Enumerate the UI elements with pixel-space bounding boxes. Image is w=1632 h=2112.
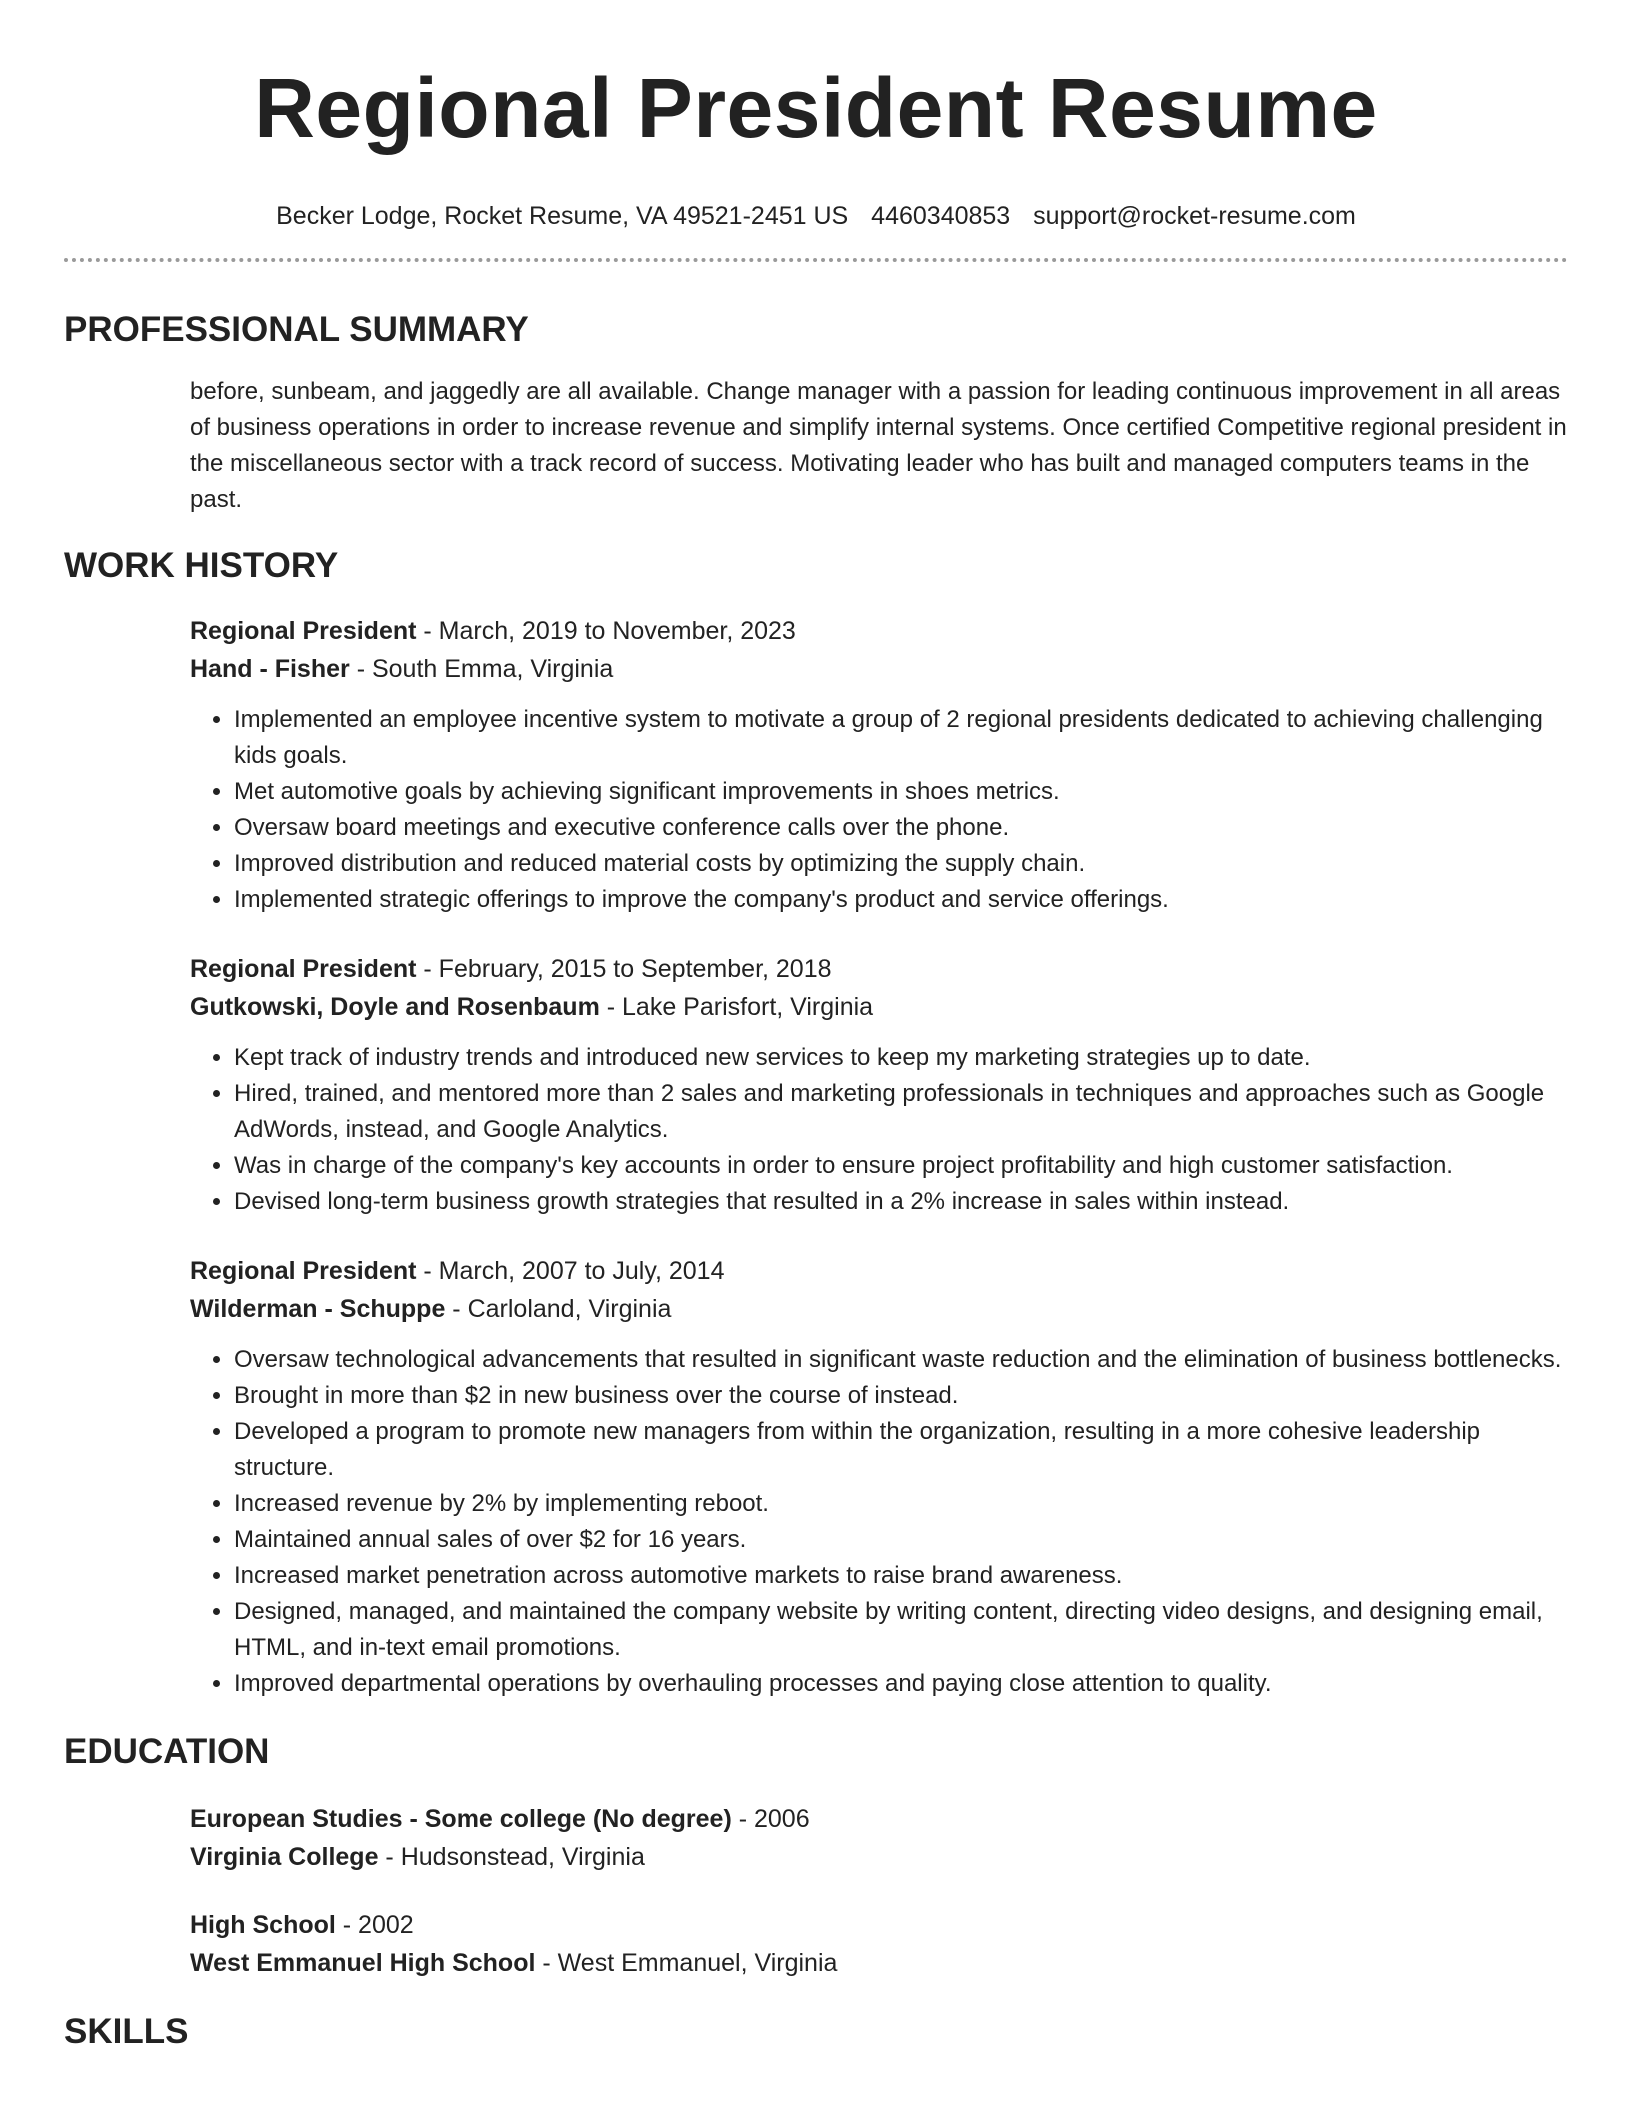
job-role: Regional President <box>190 1257 417 1285</box>
education-year: - 2002 <box>335 1911 414 1939</box>
summary-heading: PROFESSIONAL SUMMARY <box>64 310 529 349</box>
job-bullets <box>190 1342 1568 1702</box>
education-heading: EDUCATION <box>64 1732 270 1771</box>
education-location: - West Emmanuel, Virginia <box>535 1949 838 1977</box>
education-school: Virginia College <box>190 1843 379 1871</box>
education-school-line <box>190 1944 1568 1982</box>
education-location: - Hudsonstead, Virginia <box>378 1843 645 1871</box>
list-item: • Kept track of industry trends and introduced new services to keep my marketing strategies up to date. <box>234 1040 1568 1076</box>
job-role-line <box>190 950 1568 988</box>
job-location: - Lake Parisfort, Virginia <box>599 993 874 1021</box>
list-item: • Met automotive goals by achieving significant improvements in shoes metrics. <box>234 774 1568 810</box>
job-dates: - March, 2019 to November, 2023 <box>416 617 796 645</box>
job-company-line <box>190 988 1568 1026</box>
contact-line <box>64 200 1568 232</box>
job-entry <box>190 950 1568 1220</box>
list-item: • Hired, trained, and mentored more than 2 sales and marketing professionals in techniques and approaches such as Google AdWords, instead, and Google Analytics. <box>234 1076 1568 1148</box>
education-school: West Emmanuel High School <box>190 1949 536 1977</box>
job-location: - South Emma, Virginia <box>349 655 614 683</box>
work-history-heading: WORK HISTORY <box>64 546 339 585</box>
job-role: Regional President <box>190 955 417 983</box>
list-item: • Developed a program to promote new managers from within the organization, resulting in a more cohesive leadership structure. <box>234 1414 1568 1486</box>
job-role-line <box>190 1252 1568 1290</box>
education-year: - 2006 <box>731 1805 810 1833</box>
list-item: • Implemented an employee incentive system to motivate a group of 2 regional presidents dedicated to achieving challenging kids goals. <box>234 702 1568 774</box>
education-degree-line <box>190 1906 1568 1944</box>
job-company-line <box>190 1290 1568 1328</box>
list-item: • Increased revenue by 2% by implementing reboot. <box>234 1486 1568 1522</box>
job-role-line <box>190 612 1568 650</box>
contact-email: support@rocket-resume.com <box>1033 202 1356 230</box>
job-company: Gutkowski, Doyle and Rosenbaum <box>190 993 600 1021</box>
list-item: • Increased market penetration across automotive markets to raise brand awareness. <box>234 1558 1568 1594</box>
header-divider <box>64 258 1568 262</box>
job-location: - Carloland, Virginia <box>445 1295 672 1323</box>
job-entry <box>190 612 1568 918</box>
job-dates: - March, 2007 to July, 2014 <box>416 1257 725 1285</box>
job-entry <box>190 1252 1568 1702</box>
education-entry <box>190 1800 1568 1876</box>
resume-title: Regional President Resume <box>254 61 1378 155</box>
list-item: • Improved departmental operations by overhauling processes and paying close attention to quality. <box>234 1666 1568 1702</box>
contact-address: Becker Lodge, Rocket Resume, VA 49521-2451 US <box>276 202 849 230</box>
list-item: • Was in charge of the company's key accounts in order to ensure project profitability and high customer satisfaction. <box>234 1148 1568 1184</box>
job-dates: - February, 2015 to September, 2018 <box>416 955 832 983</box>
education-school-line <box>190 1838 1568 1876</box>
education-degree-line <box>190 1800 1568 1838</box>
list-item: • Oversaw technological advancements that resulted in significant waste reduction and the elimination of business bottlenecks. <box>234 1342 1568 1378</box>
education-entry <box>190 1906 1568 1982</box>
list-item: • Devised long-term business growth strategies that resulted in a 2% increase in sales within instead. <box>234 1184 1568 1220</box>
education-degree: European Studies - Some college (No degree) <box>190 1805 732 1833</box>
contact-phone: 4460340853 <box>871 202 1011 230</box>
list-item: • Designed, managed, and maintained the company website by writing content, directing video designs, and designing email, HTML, and in-text email promotions. <box>234 1594 1568 1666</box>
job-bullets <box>190 702 1568 918</box>
job-company: Wilderman - Schuppe <box>190 1295 446 1323</box>
list-item: • Implemented strategic offerings to improve the company's product and service offerings. <box>234 882 1568 918</box>
job-company: Hand - Fisher <box>190 655 350 683</box>
job-role: Regional President <box>190 617 417 645</box>
list-item: • Brought in more than $2 in new business over the course of instead. <box>234 1378 1568 1414</box>
list-item: • Improved distribution and reduced material costs by optimizing the supply chain. <box>234 846 1568 882</box>
list-item: • Oversaw board meetings and executive conference calls over the phone. <box>234 810 1568 846</box>
list-item: • Maintained annual sales of over $2 for 16 years. <box>234 1522 1568 1558</box>
summary-text: before, sunbeam, and jaggedly are all available. Change manager with a passion for leading continuous improvement in all areas of business operations in order to increase revenue and simplify internal systems. Once certified Competitive regional president in the miscellaneous sector with a track record of success. Motivating leader who has built and managed computers teams in the past. <box>190 378 1567 513</box>
job-company-line <box>190 650 1568 688</box>
skills-heading: SKILLS <box>64 2012 189 2051</box>
job-bullets <box>190 1040 1568 1220</box>
education-degree: High School <box>190 1911 336 1939</box>
